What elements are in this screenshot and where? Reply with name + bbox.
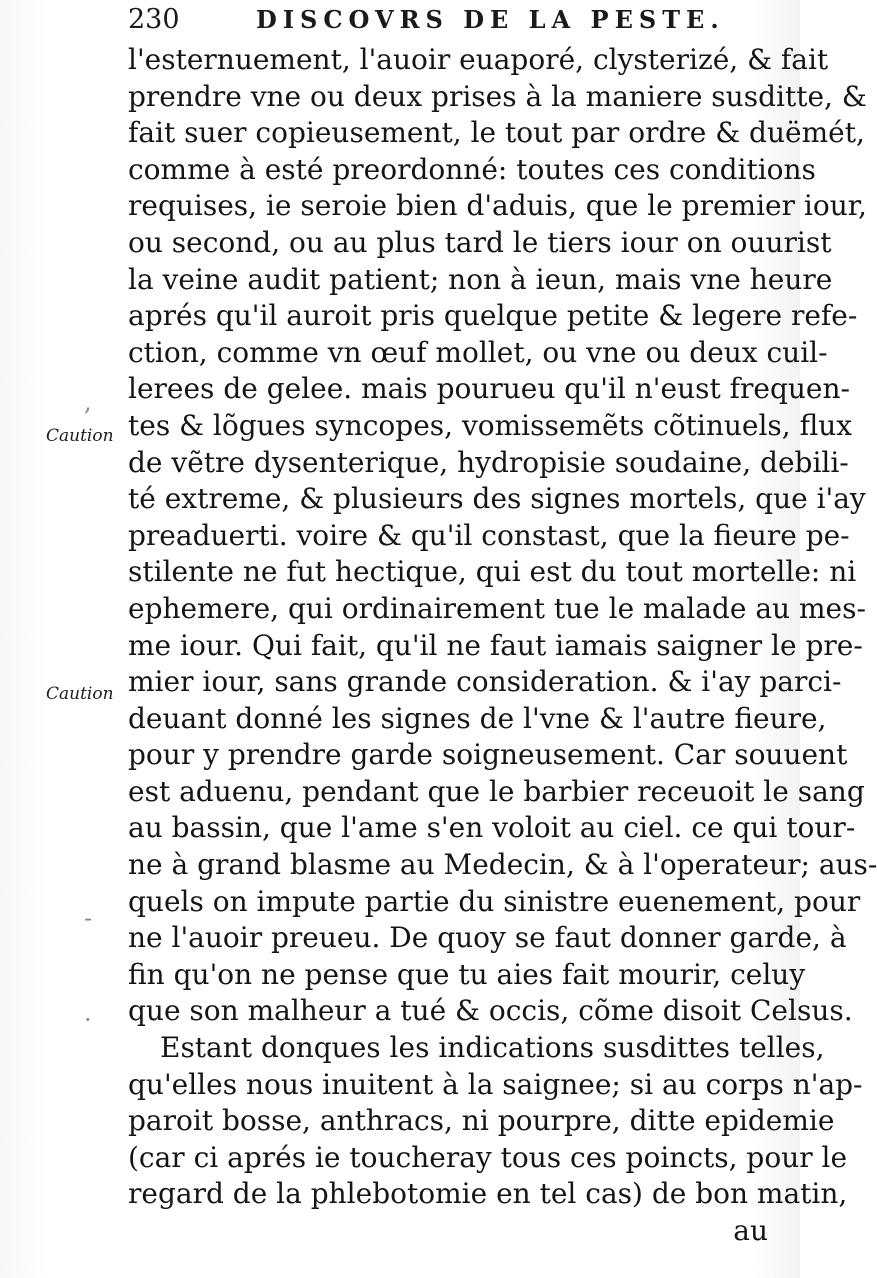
catchword: au [733, 1214, 768, 1247]
page-number: 230 [128, 4, 180, 35]
text-line: l'esternuement, l'auoir euaporé, clysterizé, & fait [128, 43, 829, 76]
text-line: ou second, ou au plus tard le tiers iour on ouurist [128, 225, 832, 259]
ink-blemish: , [84, 388, 92, 416]
text-line: paroit bosse, anthracs, ni pourpre, ditte epidemie [128, 1104, 835, 1138]
text-line: ction, comme vn œuf mollet, ou vne ou deux cuil- [128, 335, 828, 369]
text-line: deuant donné les signes de l'vne & l'autre fieure, [128, 701, 827, 735]
text-line: me iour. Qui fait, qu'il ne faut iamais saigner le pre- [128, 628, 863, 662]
text-line: ephemere, qui ordinairement tue le malade au mes- [128, 591, 866, 625]
text-line: aprés qu'il auroit pris quelque petite & legere refe- [128, 299, 858, 333]
text-line: mier iour, sans grande consideration. & i'ay parci- [128, 665, 842, 699]
text-line: stilente ne fut hectique, qui est du tout mortelle: ni [128, 555, 857, 589]
text-line: ne l'auoir preueu. De quoy se faut donner garde, à [128, 921, 847, 955]
margin-note-caution: Caution [46, 426, 114, 446]
text-line: que son malheur a tué & occis, cõme disoit Celsus. [128, 994, 853, 1028]
text-line: qu'elles nous inuitent à la saignee; si au corps n'ap- [128, 1067, 863, 1101]
text-line: la veine audit patient; non à ieun, mais vne heure [128, 262, 833, 296]
text-line: est aduenu, pendant que le barbier receuoit le sang [128, 774, 865, 808]
text-line: tes & lõgues syncopes, vomissemẽts cõtinuels, flux [128, 408, 853, 442]
text-line: de vẽtre dysenterique, hydropisie soudaine, debili- [128, 445, 849, 479]
text-line: quels on impute partie du sinistre euenement, pour [128, 884, 861, 918]
text-line: regard de la phlebotomie en tel cas) de bon matin, [128, 1177, 848, 1211]
text-line: fin qu'on ne pense que tu aies fait mourir, celuy [128, 957, 806, 991]
running-title: DISCOVRS DE LA PESTE. [256, 5, 725, 34]
text-line: preaduerti. voire & qu'il constast, que la fieure pe- [128, 518, 850, 552]
body-text [128, 42, 877, 1250]
ink-blemish: · [84, 1006, 92, 1034]
text-line: comme à esté preordonné: toutes ces conditions [128, 152, 816, 186]
text-line: ne à grand blasme au Medecin, & à l'operateur; aus- [128, 848, 877, 882]
ink-blemish: - [84, 904, 93, 932]
text-line: requises, ie seroie bien d'aduis, que le premier iour, [128, 189, 867, 223]
text-line: fait suer copieusement, le tout par ordre & duëmét, [128, 116, 865, 150]
text-line: au bassin, que l'ame s'en voloit au ciel. ce qui tour- [128, 811, 856, 845]
paragraph-start-line: Estant donques les indications susdittes telles, [160, 1031, 825, 1065]
text-line: lerees de gelee. mais pourueu qu'il n'eust frequen- [128, 372, 850, 406]
margin-note-caution: Caution [46, 684, 114, 704]
page-header [128, 2, 768, 38]
text-line: pour y prendre garde soigneusement. Car souuent [128, 738, 848, 772]
text-line: té extreme, & plusieurs des signes mortels, que i'ay [128, 482, 866, 516]
text-line: prendre vne ou deux prises à la maniere susditte, & [128, 79, 867, 113]
text-line: (car ci aprés ie toucheray tous ces poincts, pour le [128, 1140, 848, 1174]
